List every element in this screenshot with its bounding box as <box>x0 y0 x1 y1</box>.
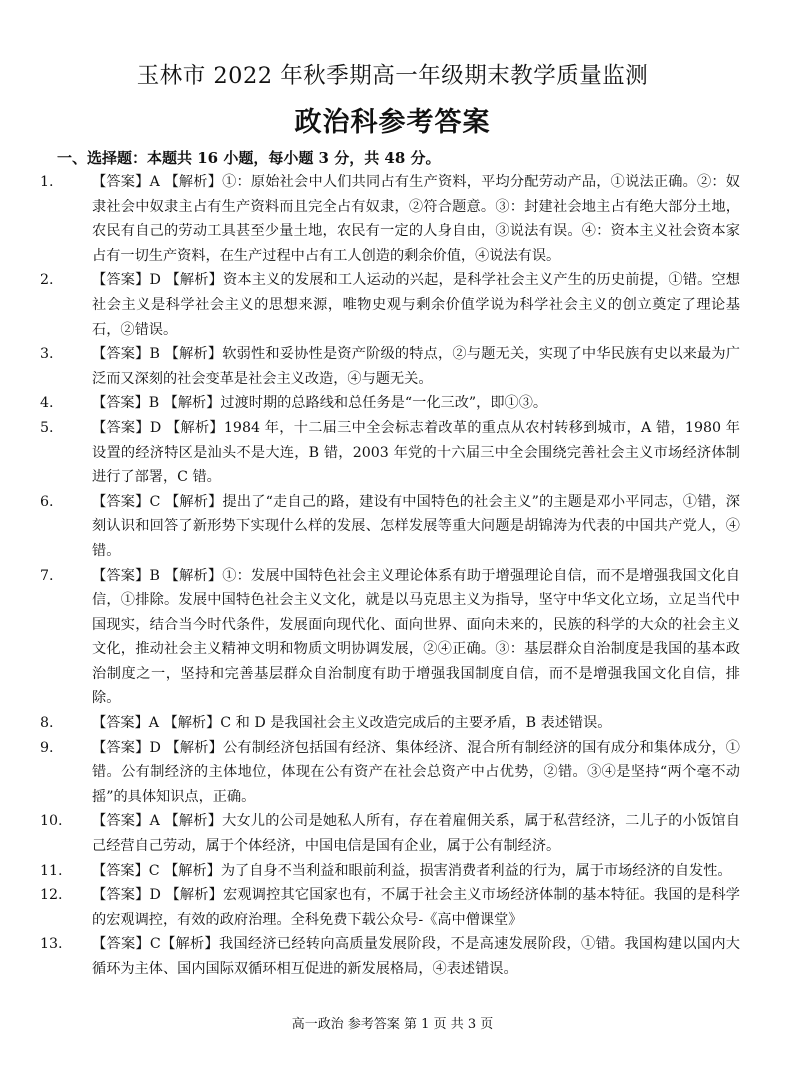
answer-number: 1. <box>40 174 54 190</box>
answer-item-13 <box>40 932 740 981</box>
answer-item-4 <box>40 391 740 416</box>
answer-number: 5. <box>40 419 54 436</box>
answer-item-3 <box>40 342 740 391</box>
answer-number: 8. <box>40 715 54 732</box>
answer-item-1 <box>40 170 740 268</box>
answer-number: 11. <box>40 862 63 879</box>
answer-number: 7. <box>40 567 54 584</box>
answer-text: 【答案】B 【解析】①：发展中国特色社会主义理论体系有助于增强理论自信，而不是增强我国文化自信，①排除。发展中国特色社会主义文化，就是以马克思主义为指导，坚守中华文化立场，立足当代中国现实，结合当今时代条件，发展面向现代化、面向世界、面向未来的，民族的科学的大众的社会主义文化，推动社会主义精神文明和物质文明协调发展，②④正确。③：基层群众自治制度是我国的基本政治制度之一，坚持和完善基层群众自治制度有助于增强我国制度自信，而不是增强我国文化自信，排除。 <box>92 567 740 707</box>
section-heading: 一、选择题：本题共 16 小题，每小题 3 分，共 48 分。 <box>57 149 441 167</box>
answer-item-11 <box>40 859 740 884</box>
page-subtitle: 政治科参考答案 <box>294 107 491 138</box>
answer-text: 【答案】B 【解析】软弱性和妥协性是资产阶级的特点，②与题无关，实现了中华民族有史以来最为广泛而又深刻的社会变革是社会主义改造，④与题无关。 <box>92 346 740 387</box>
answer-list <box>40 170 740 982</box>
answer-number: 10. <box>40 813 63 830</box>
answer-text: 【答案】A 【解析】C 和 D 是我国社会主义改造完成后的主要矛盾，B 表述错误。 <box>92 715 612 732</box>
page-footer: 高一政治 参考答案 第 1 页 共 3 页 <box>291 1017 494 1032</box>
answer-number: 13. <box>40 936 63 953</box>
answer-text: 【答案】C 【解析】为了自身不当利益和眼前利益，损害消费者利益的行为，属于市场经济的自发性。 <box>92 862 732 879</box>
answer-item-10 <box>40 809 740 858</box>
answer-text: 【答案】C 【解析】提出了“走自己的路，建设有中国特色的社会主义”的主题是邓小平同志，①错，深刻认识和回答了新形势下实现什么样的发展、怎样发展等重大问题是胡锦涛为代表的中国共产党人，④错。 <box>92 493 740 559</box>
answer-number: 9. <box>40 739 54 756</box>
answer-number: 3. <box>40 346 54 363</box>
answer-item-2 <box>40 268 740 342</box>
page-title: 玉林市 2022 年秋季期高一年级期末教学质量监测 <box>136 63 649 89</box>
answer-item-5 <box>40 416 740 490</box>
answer-text: 【答案】D 【解析】公有制经济包括国有经济、集体经济、混合所有制经济的国有成分和集体成分，①错。公有制经济的主体地位，体现在公有资产在社会总资产中占优势，②错。③④是坚持“两个毫不动摇”的具体知识点，正确。 <box>92 739 740 805</box>
answer-number: 6. <box>40 493 54 510</box>
answer-text: 【答案】A 【解析】大女儿的公司是她私人所有，存在着雇佣关系，属于私营经济，二儿子的小饭馆自己经营自己劳动，属于个体经济，中国电信是国有企业，属于公有制经济。 <box>92 813 740 855</box>
answer-text: 【答案】D 【解析】宏观调控其它国家也有，不属于社会主义市场经济体制的基本特征。我国的是科学的宏观调控，有效的政府治理。全科免费下载公众号-《高中僧课堂》 <box>92 887 740 928</box>
answer-item-12 <box>40 883 740 932</box>
answer-item-9 <box>40 736 740 810</box>
answer-text: 【答案】C【解析】我国经济已经转向高质量发展阶段，不是高速发展阶段，①错。我国构建以国内大循环为主体、国内国际双循环相互促进的新发展格局，④表述错误。 <box>92 936 740 977</box>
answer-text: 【答案】D 【解析】1984 年，十二届三中全会标志着改革的重点从农村转移到城市，A 错，1980 年设置的经济特区是汕头不是大连，B 错，2003 年党的十六届三中全会围绕完善社会主义市场经济体制进行了部署，C 错。 <box>92 419 740 486</box>
answer-item-6 <box>40 490 740 564</box>
answer-text: 【答案】A 【解析】①：原始社会中人们共同占有生产资料，平均分配劳动产品，①说法正确。②：奴隶社会中奴隶主占有生产资料而且完全占有奴隶，②符合题意。③：封建社会地主占有绝大部分土地，农民有自己的劳动工具甚至少量土地，农民有一定的人身自由，③说法有误。④：资本主义社会资本家占有一切生产资料，在生产过程中占有工人创造的剩余价值，④说法有误。 <box>92 174 740 264</box>
answer-item-7 <box>40 564 740 712</box>
answer-item-8 <box>40 711 740 736</box>
answer-number: 4. <box>40 395 54 412</box>
answer-text: 【答案】B 【解析】过渡时期的总路线和总任务是“一化三改”，即①③。 <box>92 395 548 412</box>
answer-number: 2. <box>40 272 54 289</box>
answer-text: 【答案】D 【解析】资本主义的发展和工人运动的兴起，是科学社会主义产生的历史前提，①错。空想社会主义是科学社会主义的思想来源，唯物史观与剩余价值学说为科学社会主义的创立奠定了理论基石，②错误。 <box>92 272 740 338</box>
answer-number: 12. <box>40 887 63 904</box>
